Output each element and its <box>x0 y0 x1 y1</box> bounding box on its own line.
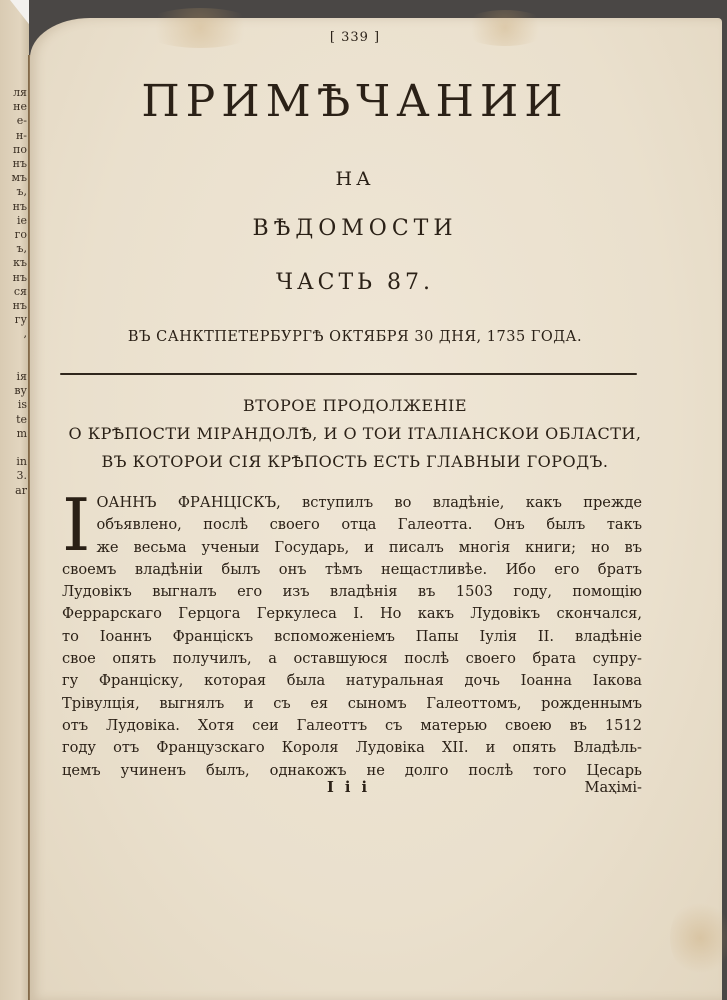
margin-fragment: ля <box>13 86 27 99</box>
margin-fragment: ъ, <box>16 242 27 256</box>
margin-fragment: не <box>13 100 27 114</box>
body-line: цемъ учиненъ былъ, однакожъ не долго послѣ того Цесарь <box>62 761 642 779</box>
subtitle-vedomosti: ВѢДОМОСТИ <box>252 216 458 241</box>
margin-fragment: ъ, <box>16 185 27 199</box>
body-line: Лудовiкъ выгналъ его изъ владѣнiя въ 1503 году, помощiю <box>62 583 642 601</box>
margin-fragment: te <box>16 412 27 426</box>
margin-fragment: нъ <box>12 199 27 213</box>
section-heading-line: ВЪ КОТОРОИ СIЯ КРѢПОСТЬ ЕСТЬ ГЛАВНЫИ ГОРОДЪ. <box>101 452 609 471</box>
torn-corner <box>10 0 29 28</box>
margin-fragment: е- <box>16 114 27 128</box>
margin-fragment: нъ <box>12 157 27 171</box>
page-footer <box>62 779 642 801</box>
margin-fragment: iя <box>16 370 27 384</box>
body-line: отъ Лудовiка. Хотя сеи Галеоттъ съ матерью своею въ 1512 <box>62 716 642 734</box>
margin-fragment: ся <box>13 284 27 298</box>
previous-page-edge <box>0 0 29 1000</box>
signature-mark: I i i <box>327 779 371 796</box>
body-line: году отъ Французскаго Короля Лудовiка XII. и опять Владѣль- <box>62 739 642 757</box>
subtitle-na: НА <box>335 168 375 190</box>
margin-fragment: 3. <box>16 469 27 483</box>
body-line: Феррарскаго Герцога Геркулеса I. Но какъ Лудовiкъ скончался, <box>62 605 642 623</box>
body-line: ОАННЪ ФРАНЦIСКЪ, вступилъ во владѣнiе, какъ прежде <box>96 494 642 511</box>
margin-fragment <box>3 356 27 370</box>
margin-fragment: in <box>16 455 27 469</box>
margin-fragment: мъ <box>11 171 27 185</box>
margin-fragment: нъ <box>12 270 27 284</box>
catchword: Маҳiмi- <box>584 779 642 796</box>
margin-fragment: къ <box>13 256 27 270</box>
section-heading-line: ВТОРОЕ ПРОДОЛЖЕНIЕ <box>242 396 468 415</box>
drop-cap: I <box>62 483 91 567</box>
margin-fragment: нъ <box>12 299 27 313</box>
margin-fragment: ву <box>14 384 27 398</box>
dateline: ВЪ САНКТПЕТЕРБУРГѢ ОКТЯБРЯ 30 ДНЯ, 1735 ГОДА. <box>127 329 583 345</box>
margin-fragment <box>3 441 27 455</box>
body-line: то Iоаннъ Францiскъ вспоможенiемъ Папы Iулiя II. владѣнiе <box>62 627 642 645</box>
body-line: свое опять получилъ, а оставшуюся послѣ своего брата супру- <box>62 650 642 668</box>
subtitle-part-number: ЧАСТЬ 87. <box>276 270 434 295</box>
margin-fragment: по <box>13 142 27 156</box>
margin-fragment: н- <box>15 128 27 142</box>
body-line: своемъ владѣнiи былъ онъ тѣмъ нещастливѣе. Ибо его братъ <box>62 560 642 578</box>
margin-fragment <box>3 342 27 356</box>
body-line: гу Францiску, которая была натуральная дочь Iоанна Iакова <box>62 672 642 690</box>
margin-fragment: гу <box>14 313 27 327</box>
page-number: [ 339 ] <box>329 30 381 45</box>
water-stain <box>670 898 727 978</box>
margin-fragment: ar <box>15 483 27 497</box>
margin-fragment: m <box>16 426 27 440</box>
previous-page-margin-text <box>3 86 27 498</box>
document-page <box>30 18 722 1000</box>
body-paragraph <box>62 483 642 782</box>
body-line: объявлено, послѣ своего отца Галеотта. Онъ былъ такъ <box>96 516 642 534</box>
margin-fragment: is <box>17 398 27 412</box>
horizontal-rule <box>60 373 637 375</box>
page-title: ПРИМѢЧАНИИ <box>141 76 569 127</box>
margin-fragment: ie <box>16 213 27 227</box>
body-line: Трiвулцiя, выгнялъ и съ ея сыномъ Галеоттомъ, рожденнымъ <box>62 694 642 712</box>
margin-fragment: го <box>14 228 27 242</box>
section-heading-line: О КРѢПОСТИ МIРАНДОЛѢ, И О ТОИ IТАЛIАНСКОИ ОБЛАСТИ, <box>68 424 642 443</box>
margin-fragment: , <box>23 327 27 341</box>
body-line: же весьма ученыи Государь, и писалъ многiя книги; но въ <box>96 538 642 556</box>
